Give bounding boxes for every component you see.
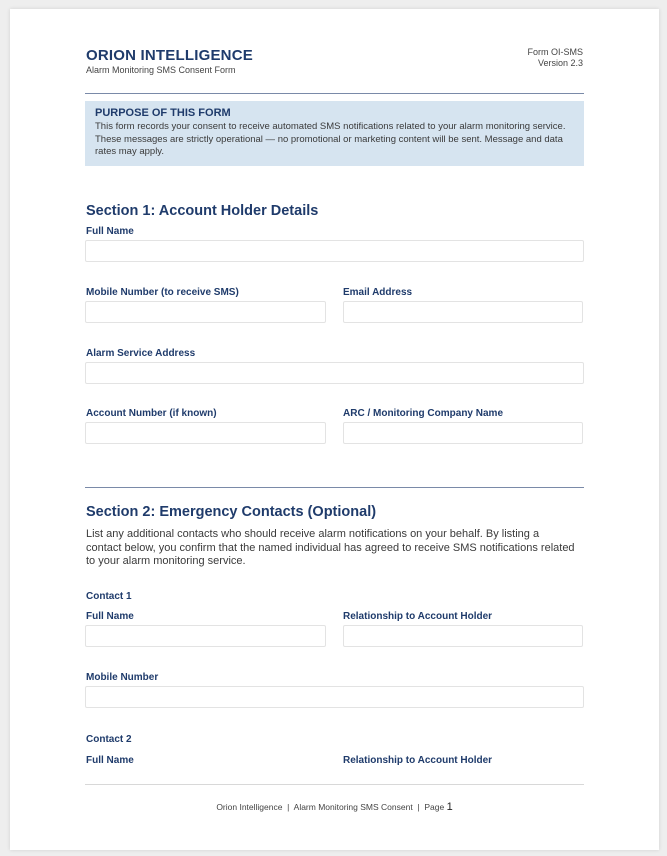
form-version: Version 2.3 <box>537 58 583 68</box>
form-code: Form OI-SMS <box>527 47 583 57</box>
arc-company-field[interactable] <box>343 422 583 444</box>
purpose-title: PURPOSE OF THIS FORM <box>95 107 231 119</box>
form-code-block <box>528 47 584 69</box>
contact-1-full-name-field[interactable] <box>85 625 326 647</box>
full-name-label: Full Name <box>86 226 134 237</box>
service-address-field[interactable] <box>85 362 584 384</box>
page-footer <box>85 801 584 813</box>
footer-text: Orion Intelligence | Alarm Monitoring SMS Consent | Page <box>216 802 447 812</box>
form-subtitle: Alarm Monitoring SMS Consent Form <box>86 65 236 75</box>
section-2-title: Section 2: Emergency Contacts (Optional) <box>86 504 377 520</box>
company-name: ORION INTELLIGENCE <box>86 47 253 64</box>
form-page <box>10 9 659 850</box>
mobile-number-field[interactable] <box>85 301 326 323</box>
full-name-field[interactable] <box>85 240 584 262</box>
section-2-intro: List any additional contacts who should receive alarm notifications on your behalf. By listing a contact below, you confirm that the named individual has agreed to receive SMS notifications related to your alarm monitoring service. <box>86 528 575 567</box>
contact-2-heading: Contact 2 <box>86 734 132 745</box>
footer-divider <box>85 784 584 785</box>
email-address-field[interactable] <box>343 301 583 323</box>
contact-1-heading: Contact 1 <box>86 591 132 602</box>
section-1-title: Section 1: Account Holder Details <box>86 203 319 219</box>
contact-1-mobile-field[interactable] <box>85 686 584 708</box>
service-address-label: Alarm Service Address <box>86 348 196 359</box>
header-divider <box>85 93 584 94</box>
contact-1-mobile-label: Mobile Number <box>86 672 159 683</box>
purpose-text: This form records your consent to receive automated SMS notifications related to your alarm monitoring service. These messages are strictly operational — no promotional or marketing content will be sent. Message and data rates may apply. <box>95 121 566 157</box>
page-number: 1 <box>446 801 453 813</box>
account-number-label: Account Number (if known) <box>86 408 217 419</box>
contact-2-relationship-label: Relationship to Account Holder <box>343 755 493 766</box>
mobile-number-label: Mobile Number (to receive SMS) <box>86 287 239 298</box>
contact-2-full-name-label: Full Name <box>86 755 134 766</box>
contact-1-relationship-field[interactable] <box>343 625 583 647</box>
arc-company-label: ARC / Monitoring Company Name <box>343 408 504 419</box>
account-number-field[interactable] <box>85 422 326 444</box>
email-address-label: Email Address <box>343 287 413 298</box>
contact-1-relationship-label: Relationship to Account Holder <box>343 611 493 622</box>
purpose-box <box>85 101 584 166</box>
contact-1-full-name-label: Full Name <box>86 611 134 622</box>
section-divider <box>85 487 584 488</box>
